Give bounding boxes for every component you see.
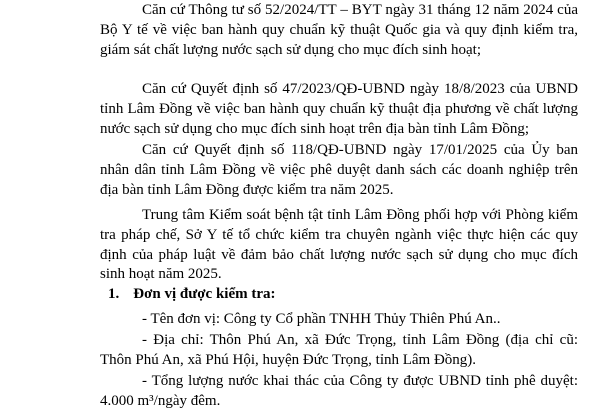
section-title: Đơn vị được kiểm tra: (133, 286, 276, 302)
item-address (100, 331, 578, 371)
item-unit-name: - Tên đơn vị: Công ty Cổ phần TNHH Thủy Thiên Phú An.. (142, 311, 501, 327)
paragraph-text: Căn cứ Thông tư số 52/2024/TT – BYT ngày 31 tháng 12 năm 2024 của Bộ Y tế về việc ban hành quy chuẩn kỹ thuật Quốc gia và quy định kiểm tra, giám sát chất lượng nước sạch sử dụng cho mục đích sinh hoạt; (100, 2, 578, 58)
item-water-volume (100, 372, 578, 412)
section-heading (108, 285, 276, 305)
paragraph-inspection-organization (100, 206, 578, 285)
paragraph-legal-basis-circular (100, 1, 578, 60)
paragraph-legal-basis-decision-47 (100, 80, 578, 139)
section-number: 1. (108, 286, 120, 302)
item-text: - Tổng lượng nước khai thác của Công ty được UBND tỉnh phê duyệt: 4.000 m³/ngày đêm. (100, 373, 578, 409)
paragraph-text: Căn cứ Quyết định số 118/QĐ-UBND ngày 17/01/2025 của Ủy ban nhân dân tỉnh Lâm Đồng về việc phê duyệt danh sách các doanh nghiệp trên địa bàn tỉnh Lâm Đồng được kiểm tra năm 2025. (100, 142, 578, 198)
paragraph-text: Trung tâm Kiểm soát bệnh tật tỉnh Lâm Đồng phối hợp với Phòng kiểm tra pháp chế, Sở Y tế tổ chức kiểm tra chuyên ngành việc thực hiện các quy định của pháp luật về đảm bảo chất lượng nước sạch sử dụng cho mục đích sinh hoạt năm 2025. (100, 207, 578, 283)
item-text: - Địa chỉ: Thôn Phú An, xã Đức Trọng, tỉnh Lâm Đồng (địa chỉ cũ: Thôn Phú An, xã Phú Hội, huyện Đức Trọng, tỉnh Lâm Đồng). (100, 332, 578, 368)
paragraph-legal-basis-decision-118 (100, 141, 578, 200)
paragraph-text: Căn cứ Quyết định số 47/2023/QĐ-UBND ngày 18/8/2023 của UBND tỉnh Lâm Đồng về việc ban hành quy chuẩn kỹ thuật địa phương về chất lượng nước sạch sử dụng cho mục đích sinh hoạt trên địa bàn tỉnh Lâm Đồng; (100, 81, 578, 137)
